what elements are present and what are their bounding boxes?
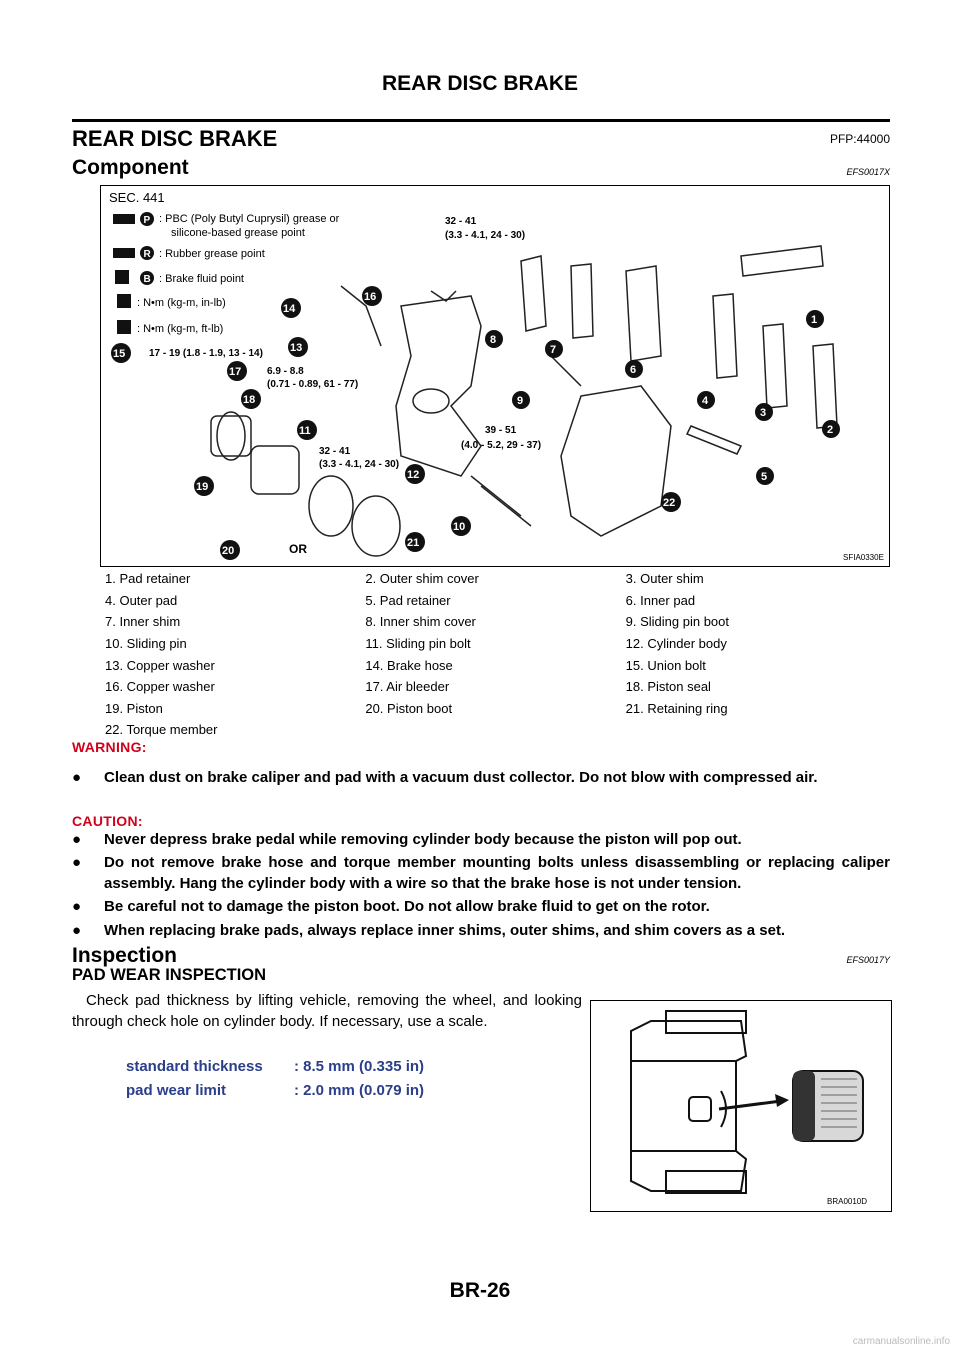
callout-21 bbox=[405, 532, 425, 552]
torque-label-11b: (3.3 - 4.1, 24 - 30) bbox=[319, 459, 400, 470]
table-cell: 9. Sliding pin boot bbox=[625, 614, 730, 630]
svg-text:2: 2 bbox=[827, 424, 834, 436]
svg-text:17: 17 bbox=[229, 366, 242, 378]
svg-text:11: 11 bbox=[299, 425, 311, 437]
or-label: OR bbox=[289, 542, 307, 556]
svg-text:P: P bbox=[143, 215, 151, 226]
warning-item bbox=[72, 767, 890, 788]
component-code: EFS0017X bbox=[846, 167, 890, 177]
caution-text-3: Be careful not to damage the piston boot. Do not allow brake fluid to get on the rotor. bbox=[104, 898, 710, 915]
svg-text:1: 1 bbox=[811, 314, 818, 326]
table-cell: 22. Torque member bbox=[105, 722, 218, 738]
spec-value: : 8.5 mm (0.335 in) bbox=[294, 1058, 425, 1075]
bullet-dot-icon: ● bbox=[72, 922, 82, 939]
spec-label: pad wear limit bbox=[126, 1082, 227, 1099]
header-rule bbox=[72, 119, 890, 122]
svg-text:5: 5 bbox=[761, 471, 768, 483]
spec-pad-wear-limit bbox=[126, 1082, 424, 1099]
section-title: REAR DISC BRAKE bbox=[72, 126, 278, 151]
torque-in-lb-icon bbox=[117, 294, 131, 308]
figure2-code: BRA0010D bbox=[827, 1197, 868, 1206]
inspection-title: Inspection bbox=[72, 944, 178, 967]
table-cell bbox=[360, 719, 620, 741]
table-cell: 16. Copper washer bbox=[105, 679, 215, 695]
caution-item-2 bbox=[72, 852, 890, 894]
table-cell: 14. Brake hose bbox=[365, 657, 453, 673]
legend-text-3: : Rubber grease point bbox=[159, 248, 265, 260]
table-cell: 20. Piston boot bbox=[365, 700, 453, 716]
svg-text:20: 20 bbox=[222, 545, 235, 557]
callout-20 bbox=[220, 540, 240, 560]
svg-text:9: 9 bbox=[517, 395, 524, 407]
callout-10 bbox=[451, 516, 471, 536]
table-cell: 7. Inner shim bbox=[105, 614, 181, 630]
legend-text-1: : PBC (Poly Butyl Cuprysil) grease or bbox=[159, 213, 340, 225]
callout-8 bbox=[485, 330, 503, 348]
torque-label-15: 17 - 19 (1.8 - 1.9, 13 - 14) bbox=[149, 348, 263, 359]
svg-text:12: 12 bbox=[407, 469, 420, 481]
legend-text-4: : Brake fluid point bbox=[159, 273, 244, 285]
callout-3 bbox=[755, 403, 773, 421]
svg-text:8: 8 bbox=[490, 334, 497, 346]
component-figure bbox=[100, 185, 890, 567]
legend-text-6: : N•m (kg-m, ft-lb) bbox=[137, 323, 224, 335]
table-cell: 15. Union bolt bbox=[625, 657, 706, 673]
svg-text:B: B bbox=[143, 274, 151, 285]
svg-text:19: 19 bbox=[196, 481, 209, 493]
pad-wear-figure bbox=[590, 1000, 892, 1212]
callout-11 bbox=[297, 420, 317, 440]
table-cell: 1. Pad retainer bbox=[105, 571, 191, 587]
figure-code: SFIA0330E bbox=[843, 553, 884, 562]
table-row bbox=[100, 611, 890, 633]
svg-text:7: 7 bbox=[550, 344, 557, 356]
callout-19 bbox=[194, 476, 214, 496]
table-row bbox=[100, 698, 890, 720]
svg-text:22: 22 bbox=[663, 497, 676, 509]
check-arrow-icon bbox=[719, 1094, 789, 1109]
table-cell bbox=[621, 719, 890, 741]
spec-value: : 2.0 mm (0.079 in) bbox=[294, 1082, 425, 1099]
legend-text-2: silicone-based grease point bbox=[171, 227, 305, 239]
svg-text:3: 3 bbox=[760, 407, 767, 419]
caution-item-1 bbox=[72, 829, 890, 850]
callout-7 bbox=[545, 340, 563, 358]
callout-13 bbox=[288, 337, 308, 357]
caution-text-2: Do not remove brake hose and torque member mounting bolts unless disassembling or replacing caliper assembly. Hang the cylinder body with a wire so that the brake hose is not under tension. bbox=[104, 854, 890, 892]
caliper-drawing bbox=[631, 1011, 746, 1193]
legend-fluid-b-icon bbox=[115, 270, 154, 285]
svg-text:R: R bbox=[143, 249, 151, 260]
legend-text-5: : N•m (kg-m, in-lb) bbox=[137, 297, 226, 309]
table-cell: 19. Piston bbox=[105, 700, 163, 716]
page-header-title: REAR DISC BRAKE bbox=[381, 72, 578, 95]
torque-label-top-b: (3.3 - 4.1, 24 - 30) bbox=[445, 230, 526, 241]
component-title: Component bbox=[72, 156, 189, 179]
table-cell: 8. Inner shim cover bbox=[365, 614, 476, 630]
warning-label: WARNING: bbox=[72, 739, 147, 755]
bullet-dot-icon: ● bbox=[72, 769, 82, 786]
torque-label-11a: 32 - 41 bbox=[319, 446, 351, 457]
spec-standard-thickness bbox=[126, 1058, 424, 1075]
table-cell: 21. Retaining ring bbox=[625, 700, 728, 716]
table-row bbox=[100, 568, 890, 590]
table-cell: 3. Outer shim bbox=[625, 571, 704, 587]
svg-text:18: 18 bbox=[243, 394, 256, 406]
table-row bbox=[100, 719, 890, 741]
bullet-dot-icon: ● bbox=[72, 831, 82, 848]
caution-text-4: When replacing brake pads, always replace inner shims, outer shims, and shim covers as a set. bbox=[104, 922, 786, 939]
svg-text:14: 14 bbox=[283, 303, 296, 315]
table-row bbox=[100, 590, 890, 612]
table-cell: 18. Piston seal bbox=[625, 679, 711, 695]
pad-wear-heading: PAD WEAR INSPECTION bbox=[72, 966, 267, 984]
table-cell: 11. Sliding pin bolt bbox=[365, 636, 471, 652]
table-row bbox=[100, 654, 890, 676]
table-cell: 17. Air bleeder bbox=[365, 679, 450, 695]
parts-list-table bbox=[100, 568, 890, 741]
callout-1 bbox=[806, 310, 824, 328]
callout-15 bbox=[111, 343, 131, 363]
svg-text:4: 4 bbox=[702, 395, 709, 407]
table-cell: 12. Cylinder body bbox=[625, 636, 727, 652]
inspection-code: EFS0017Y bbox=[846, 955, 890, 965]
table-cell: 5. Pad retainer bbox=[365, 592, 451, 608]
torque-label-17b: (0.71 - 0.89, 61 - 77) bbox=[267, 379, 359, 390]
caution-label: CAUTION: bbox=[72, 813, 143, 829]
caution-item-3 bbox=[72, 896, 890, 917]
callout-6 bbox=[625, 360, 643, 378]
torque-label-10b: (4.0 - 5.2, 29 - 37) bbox=[461, 440, 542, 451]
caution-text-1: Never depress brake pedal while removing cylinder body because the piston will pop out. bbox=[104, 831, 742, 848]
table-row bbox=[100, 633, 890, 655]
callout-9 bbox=[512, 391, 530, 409]
callout-17 bbox=[227, 361, 247, 381]
callout-12 bbox=[405, 464, 425, 484]
svg-text:16: 16 bbox=[364, 291, 377, 303]
table-cell: 6. Inner pad bbox=[625, 592, 696, 608]
table-cell: 10. Sliding pin bbox=[105, 636, 187, 652]
pad-zoom-icon bbox=[793, 1071, 863, 1141]
legend-grease-p-icon bbox=[113, 212, 154, 226]
callout-18 bbox=[241, 389, 261, 409]
site-watermark: carmanualsonline.info bbox=[852, 1336, 950, 1347]
table-cell: 2. Outer shim cover bbox=[365, 571, 479, 587]
legend-grease-r-icon bbox=[113, 246, 154, 260]
svg-text:10: 10 bbox=[453, 521, 466, 533]
bullet-dot-icon: ● bbox=[72, 898, 82, 915]
fig-sec-label: SEC. 441 bbox=[109, 190, 165, 205]
table-row bbox=[100, 676, 890, 698]
torque-label-10a: 39 - 51 bbox=[485, 425, 517, 436]
callout-22 bbox=[661, 492, 681, 512]
callout-5 bbox=[756, 467, 774, 485]
pfp-code: PFP:44000 bbox=[829, 132, 890, 146]
warning-text: Clean dust on brake caliper and pad with a vacuum dust collector. Do not blow with compressed air. bbox=[104, 769, 818, 786]
table-cell: 4. Outer pad bbox=[105, 592, 178, 608]
callout-4 bbox=[697, 391, 715, 409]
torque-label-17a: 6.9 - 8.8 bbox=[267, 366, 304, 377]
bullet-dot-icon: ● bbox=[72, 854, 82, 871]
callout-2 bbox=[822, 420, 840, 438]
callout-16 bbox=[362, 286, 382, 306]
table-cell: 13. Copper washer bbox=[105, 657, 215, 673]
torque-ft-lb-icon bbox=[117, 320, 131, 334]
spec-label: standard thickness bbox=[126, 1058, 263, 1075]
caution-item-4 bbox=[72, 920, 890, 941]
torque-label-top-a: 32 - 41 bbox=[445, 216, 477, 227]
svg-text:13: 13 bbox=[290, 342, 303, 354]
page-number: BR-26 bbox=[449, 1279, 511, 1302]
svg-text:21: 21 bbox=[407, 537, 420, 549]
inspection-paragraph: Check pad thickness by lifting vehicle, removing the wheel, and looking through check hole on cylinder body. If necessary, use a scale. bbox=[72, 992, 582, 1030]
callout-14 bbox=[281, 298, 301, 318]
svg-text:6: 6 bbox=[630, 364, 637, 376]
svg-text:15: 15 bbox=[113, 348, 126, 360]
